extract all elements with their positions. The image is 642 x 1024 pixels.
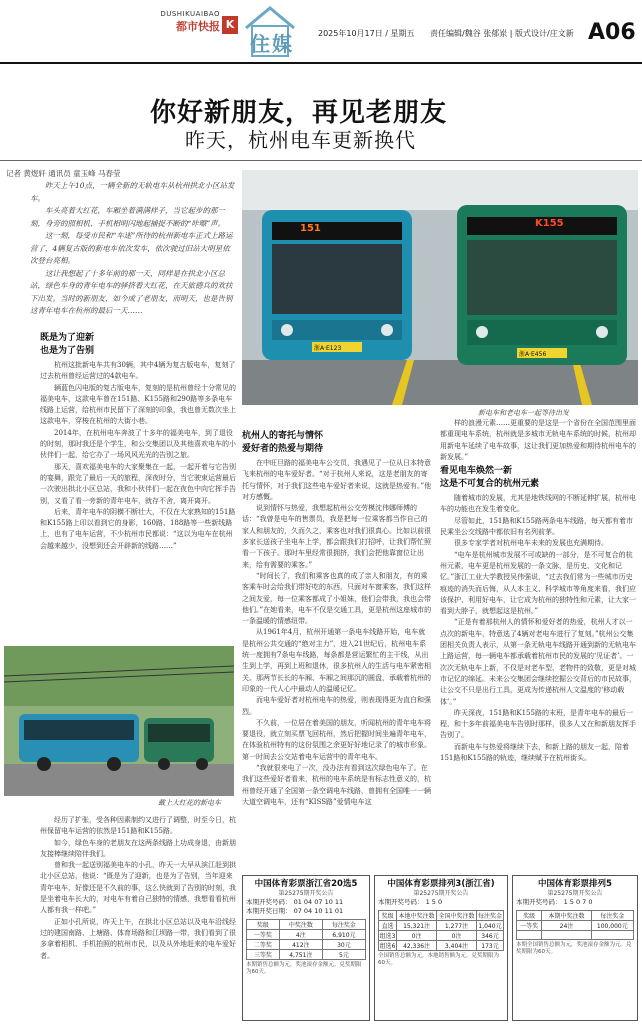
table-cell: 1,277注 xyxy=(437,921,477,931)
masthead-k-icon: K xyxy=(222,16,238,34)
table-cell: 直选 xyxy=(379,921,397,931)
body-paragraph: 辆蓝色闪电版的复古版电车，复刻的是杭州曾经十分常见的福美电车，这款电车曾在151路、K155路和290路等多条电车线路上运营，给杭州市民留下了深刻的印象，我也曾无数次坐上这款电车，穿梭在杭州的大街小巷。 xyxy=(40,383,236,426)
body-paragraph: 不久前，一位居在着美国的朋友，听闻杭州的青年电车将要退役，就立刻买票飞回杭州，然后把握时间坐遍青年电车，在体验杭州特有的这份氛围之余更好好地记录了的城市形象。第一时间去公交站着电车运营中的青年电车。 xyxy=(242,718,431,761)
table-cell: 24注 xyxy=(542,921,591,931)
editor-credit: 责任编辑/魏谷 张郁岽 | 版式设计/庄文新 xyxy=(430,29,574,38)
column-1-continued xyxy=(40,815,236,962)
table-cell: 1,040元 xyxy=(476,921,503,931)
headline-divider xyxy=(0,160,642,161)
table-header: 本期中奖注数 xyxy=(542,911,591,921)
table-cell: 0注 xyxy=(397,931,437,941)
masthead-name: 都市快报 xyxy=(176,20,220,33)
table-cell: 30元 xyxy=(322,940,365,950)
bus-plate-right: 浙A·E456 xyxy=(519,351,547,358)
body-paragraph: 说到情怀与热爱，我想起杭州公交劳模沈伟娜师傅的话：“我曾是电车的售票员，我是把每一位乘客都当作自己的家人和朋友的，久而久之，乘客也对我们很真心。比如以前很多家长送孩子坐电车上学，都会跟我们打招呼，让我们帮忙照看一下孩子。那时车里经常很拥挤，我们会把他靠窗位让出来，给有需要的乘客。” xyxy=(242,504,431,569)
table-header: 奖级 xyxy=(379,911,397,921)
body-paragraph: 曾和我一起送别福美电车的小孔，昨天一大早从滨江赶到拱北小区总站，他说：“既是为了迎新，也是为了告别，当年迎来青年电车，好像还是不久前的事，这么快就到了告别的时刻，我是坐着电车长大的，对电车有着自己独特的情感，我想看看杭州人都有我一样吧。” xyxy=(40,861,236,915)
lead-paragraph: 这让我想起了十多年前的那一天，同样是在拱北小区总站，绿色车身的青年电车的驿挤着大红花，在天旅德兵的欢扶下出发。当时的新朋友，如今成了老朋友，而明天，也是告别这青年电车在杭州的最后一天…… xyxy=(30,268,233,315)
lottery-table xyxy=(516,910,634,940)
section-title: 爱好者的热爱与期待 xyxy=(242,444,324,454)
lead-paragraph: 车头亮着大红花，车厢坐着满满样子，当它起步的那一刻，身旁的照相机、手机相明闪地起捕捉不断的“咔嚓”声。 xyxy=(30,206,226,228)
table-cell: 15,321注 xyxy=(397,921,437,931)
lottery-footnote: 本期销售总额为元，奖池滚存金额元。兑奖期限为60天。 xyxy=(246,962,362,975)
body-paragraph: “正是有着那杭州人的情怀和爱好者的热爱，杭州人才以一点次的新电车，特意选了4辆对老电车进行了复刻。”杭州公交集团相关负责人表示，从第一条无轨电车线路开通到新的无轨电车上路运营，每一辆电车都承载着杭州市民的发展的‘见证者’。一次次无轨电车上新，不仅是对老车型、老物件的致敬，更是对城市记忆的绵延。未来公交集团会继续挖掘公交背后的市民故事，让公交不只是出行工具，更成为传递杭州人文温度的‘移动载体’。” xyxy=(440,618,636,706)
issue-date: 2025年10月17日 / 星期五 xyxy=(318,29,415,38)
photo-caption-1: 新电车和老电车一起等待出发 xyxy=(478,409,569,417)
header-rule xyxy=(0,62,642,64)
body-paragraph: “电车是杭州城市发展不可或缺的一部分，是不可复合的杭州元素，电车更是杭州发展的一条文脉，是历史、文化和记忆。”浙江工业大学教授吴伟强说，“过去我们常为一些城市历史痕迹的消失而后悔，从人本主义、科学城市等角度来看，我们应该保护、利用好电车，让它成为杭州的独特性和元素，让大家一看到大脖子，就想起这是杭州。” xyxy=(440,550,636,616)
photo-caption-2: 戴上大红花的新电车 xyxy=(158,799,221,807)
table-cell: 5元 xyxy=(322,950,365,960)
photo-new-bus-street xyxy=(4,646,234,796)
body-paragraph: 那天，喜欢福美电车的大家聚集在一起，一起开着与它告别的宴舞，跟完了最后一天的旅程，深夜时分，当它驶束运营最后一次驶出拱北小区总站，我和小伙伴们一起在夜色中向它挥手告别，又看了看一旁新的青年电车，就存不舍，离开离开。 xyxy=(40,462,236,505)
lottery-title: 中国体育彩票排列3(浙江省) xyxy=(387,879,495,889)
table-header: 每注奖金 xyxy=(476,911,503,921)
column-1 xyxy=(40,330,236,552)
body-paragraph: 杭州这批新电车共有30辆，其中4辆为复古版电车，复刻了过去杭州曾经运营过的4款电车。 xyxy=(40,361,236,381)
lottery-subtitle: 第25275期开奖公告 xyxy=(547,890,603,897)
masthead-pinyin: DUSHIKUAIBAO xyxy=(160,10,220,18)
section-title: 既是为了迎新 xyxy=(40,333,95,343)
lottery-title: 中国体育彩票排列5 xyxy=(538,879,612,889)
lead-paragraphs xyxy=(30,180,235,318)
table-cell: 一等奖 xyxy=(247,930,280,940)
table-header: 本地中奖注数 xyxy=(397,911,437,921)
lottery-title: 中国体育彩票浙江省20选5 xyxy=(254,879,358,889)
body-paragraph: 尽管如此，151路和K155路两条电车线路，每天都有着市民乘坐公交线路中都依旧有名列前茅。 xyxy=(440,516,633,537)
bus-photo-illustration xyxy=(242,170,638,405)
body-paragraph: 很多专家学者对杭州电车未来的发展也充满期待。 xyxy=(454,539,608,548)
table-cell: 42,336注 xyxy=(397,941,437,951)
body-paragraph: 从1961年4月，杭州开通第一条电车线路开始，电车就是杭州公共交通的“绝对主力”，进入21世纪后，杭州电车系统一度拥有7条电车线路，每条都是营运繁忙的主干线，从出生到上学，再到上班和退休，很多杭州人的生活与电车紧密相关。那两节长长的车厢、车厢之间那沉的圆盘，承载着杭州的印象的一代人心中最动人的温暖记忆。 xyxy=(242,628,431,693)
lottery-subtitle: 第25275期开奖公告 xyxy=(413,890,469,897)
section-logo-text: 住媒 xyxy=(250,32,294,56)
body-paragraph: “时间长了，我们和乘客也真的成了亲人和朋友，有的乘客乘车时会给我们带好吃的东西，只面对车窗乘客，我们这样之间友爱，每一位乘客都成了小姐妹，他们会带我，我也会带他们。”在她看来，电车不仅是交通工具，更是杭州这座城市的一条温暖的情感纽带。 xyxy=(242,571,432,626)
body-paragraph: 正如小孔所说，昨天上午，在拱北小区总站以及电车沿线经过的建国南路、上塘路、体育场路和江坝路一带，我们看到了很多拿着相机、手机拍照的杭州市民，以及从外地赶来的电车爱好者。 xyxy=(40,917,236,960)
lottery-footnote: 全国销售总额为元，本地销售额为元。兑奖期限为60天。 xyxy=(378,953,500,966)
table-cell: 三等奖 xyxy=(247,950,280,960)
table-cell: 组选6 xyxy=(379,941,397,951)
body-paragraph: 样的浪漫元素……更重要的是这是一个省份在全国范围里面都重现电车系统，杭州就是多城市无轨电车系统的时候，杭州却用新电车延续了电车故事，这让我们更加热爱和期待杭州电车的新发展。” xyxy=(440,419,636,461)
table-cell xyxy=(542,931,591,940)
lottery-notice-20x5 xyxy=(242,875,370,1021)
table-cell: 4,751注 xyxy=(279,950,322,960)
section-title: 这是不可复合的杭州元素 xyxy=(440,479,540,490)
table-header: 奖级 xyxy=(247,920,280,930)
lottery-numbers: 本期开奖号码： 01 04 07 10 11 xyxy=(246,898,344,906)
table-cell xyxy=(517,931,542,940)
table-cell: 4注 xyxy=(279,930,322,940)
table-cell: 346元 xyxy=(476,931,503,941)
body-paragraph: 2014年，在杭州电车奔波了十多年的福美电车，到了退役的时刻，那时我还是个学生，和公交集团以及其他喜欢电车的小伙伴们一起，给它办了一场风风光光的告别之旅。 xyxy=(40,428,236,460)
body-paragraph: “我就很来电了一次，没办法有看到这次绿色电车了。在我们这些爱好者看来，杭州的电车系统是有标志性意义的，杭州曾经开通了全国第一条空调电车线路，曾拥有全国唯一一辆大道空调电车，还有“KISS路”爱情电车这 xyxy=(242,764,431,806)
table-cell: 二等奖 xyxy=(247,940,280,950)
lottery-numbers-2: 本期开奖日期： 07 04 10 11 01 xyxy=(246,907,344,915)
bus-route-sign-left: 151 xyxy=(300,223,321,234)
bus-route-sign-right: K155 xyxy=(535,218,564,229)
lead-paragraph: 昨天上午10点，一辆全新的无轨电车从杭州拱北小区站发车。 xyxy=(30,181,235,203)
section-title: 看见电车焕然一新 xyxy=(440,466,513,477)
section-logo xyxy=(240,2,312,62)
table-header: 每注奖金 xyxy=(322,920,365,930)
lottery-table xyxy=(378,910,504,951)
body-paragraph: 随着城市的发展，尤其是地铁线网的不断延伸扩展，杭州电车的功能也在发生着变化。 xyxy=(440,494,636,514)
headline: 你好新朋友，再见老朋友 xyxy=(150,98,448,128)
bus-plate-left: 浙A·E123 xyxy=(314,345,342,352)
body-paragraph: 而电车爱好者对杭州电车的热爱，则表现得更为直白和强烈。 xyxy=(242,696,431,716)
table-cell: 100,000元 xyxy=(591,921,633,931)
section-title: 也是为了告别 xyxy=(40,346,95,356)
lead-paragraph: 这一刻，每受市民和“车迷”所待的杭州新电车正式上路运营了，4辆复古版的新电车依次发车，依次驶过旧站大明星依次登台亮相。 xyxy=(30,231,233,265)
table-cell xyxy=(591,931,633,940)
photo-buses-depot xyxy=(242,170,638,405)
column-3 xyxy=(440,418,636,764)
masthead xyxy=(110,10,220,34)
byline: 记者 黄煜轩 通讯员 童玉峰 马春莹 xyxy=(6,169,121,178)
table-cell: 0注 xyxy=(437,931,477,941)
lottery-notice-pl3 xyxy=(374,875,508,1021)
table-header: 全国中奖注数 xyxy=(437,911,477,921)
page-number: A06 xyxy=(588,20,636,45)
section-title: 杭州人的寄托与情怀 xyxy=(242,431,324,441)
lottery-numbers: 本期开奖号码： 1 5 0 xyxy=(378,898,443,906)
table-header: 奖级 xyxy=(517,911,542,921)
subheadline: 昨天，杭州电车更新换代 xyxy=(185,128,416,152)
body-paragraph: 而新电车与热爱将继续下去，和新上路的朋友一起，陪着151路和K155路的轨迹，继续赋予在杭州街头。 xyxy=(440,742,629,763)
lottery-table xyxy=(246,919,366,960)
column-2 xyxy=(242,428,432,808)
street-bus-illustration xyxy=(4,646,234,796)
lottery-numbers: 本期开奖号码： 1 5 0 7 0 xyxy=(516,898,593,906)
lottery-notice-pl5 xyxy=(512,875,638,1021)
body-paragraph: 经历了扩张，受各种因素制约又进行了调整，时至今日，杭州保留电车运营的依然是151路和K155路。 xyxy=(40,816,236,836)
table-header: 每注奖金 xyxy=(591,911,633,921)
body-paragraph: 在中旺旦路的福美电车公交员，我遇见了一位从日本特意飞来杭州的电车爱好者。“对于杭州人来说，这是老朋友的寄托与情怀，对于我们这些电车爱好者来说，这就是热爱有。”他对方感慨。 xyxy=(242,459,432,501)
table-cell: 组选3 xyxy=(379,931,397,941)
body-paragraph: 后来，青年电车的阴横不断壮大，不仅在大家熟知的151路和K155路上印以看到它的身影，160路、188路等一些新线路上，也有了电车运营，不少杭州市民都说：“这以为电车在杭州会越来越少，没想到还会开辟新的线路……” xyxy=(40,507,236,550)
table-header: 中奖注数 xyxy=(279,920,322,930)
table-cell: 6,910元 xyxy=(322,930,365,940)
table-cell: 173元 xyxy=(476,941,503,951)
lottery-footnote: 本期全国销售总额为元，奖池滚存金额为元。兑奖期限为60天。 xyxy=(516,942,632,955)
table-cell: 一等奖 xyxy=(517,921,542,931)
table-cell: 3,404注 xyxy=(437,941,477,951)
lottery-subtitle: 第25275期开奖公告 xyxy=(278,890,334,897)
table-cell: 412注 xyxy=(279,940,322,950)
body-paragraph: 昨天深夜，151路和K155路的末班，是青年电车的最后一程，和十多年前福美电车告别时那样，很多人又在和新朋友挥手告别了。 xyxy=(440,708,636,740)
body-paragraph: 如今，绿色车身的老朋友在这两条线路上功成身退，由新朋友接棒继续陪伴我们。 xyxy=(40,838,236,858)
